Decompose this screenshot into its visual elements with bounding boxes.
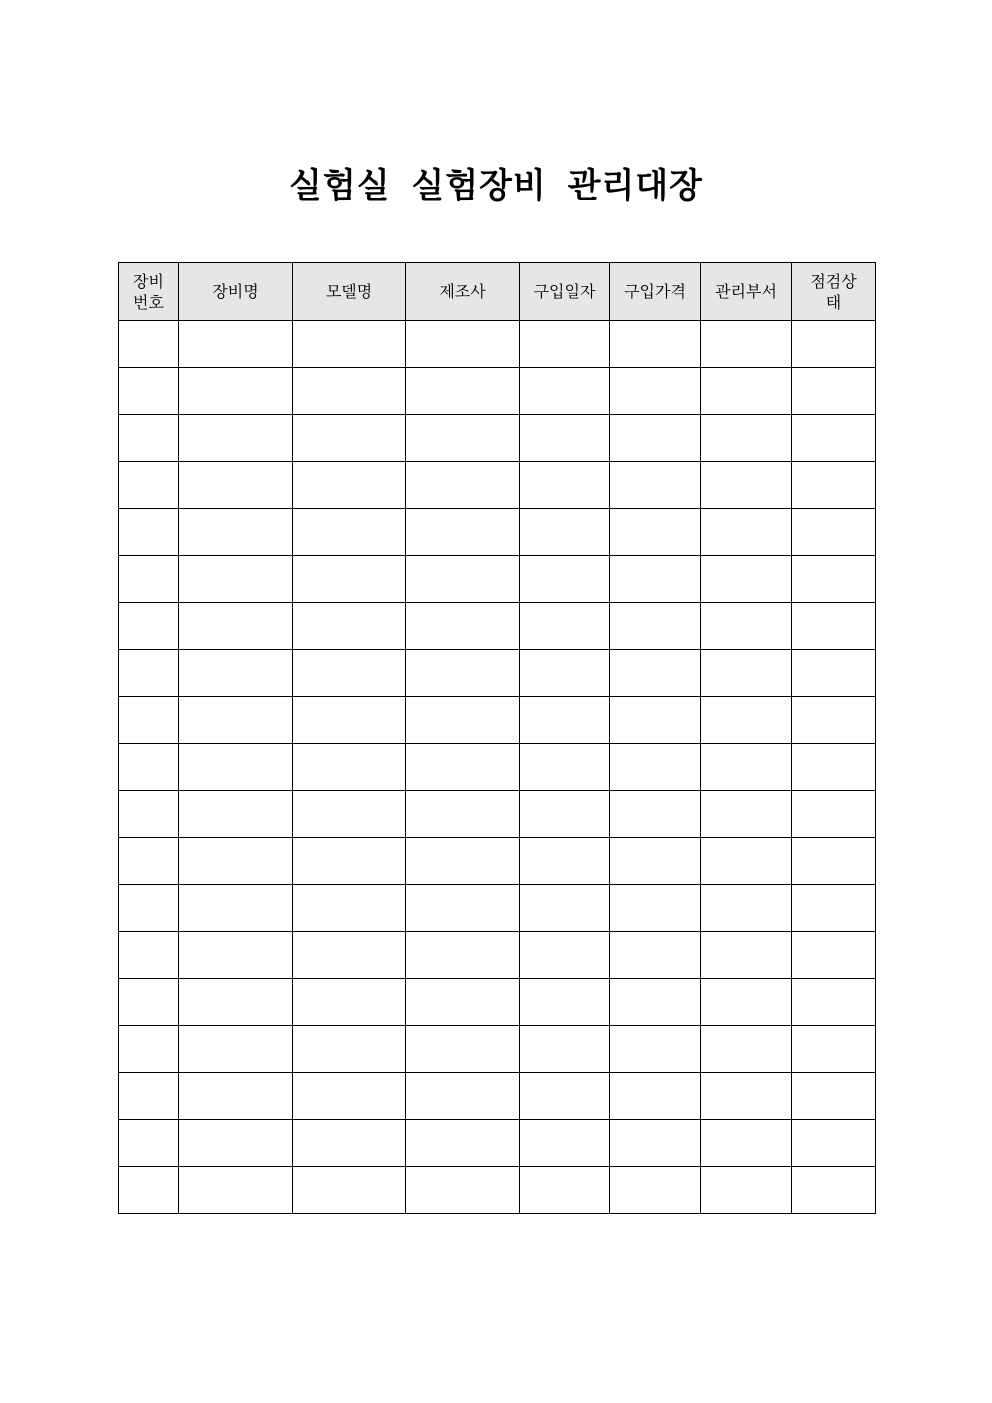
cell-model-name[interactable] (293, 979, 406, 1026)
cell-purchase-price[interactable] (610, 838, 701, 885)
cell-equipment-name[interactable] (179, 650, 293, 697)
cell-managing-department[interactable] (701, 697, 792, 744)
table-row (119, 603, 876, 650)
cell-equipment-number[interactable] (119, 462, 179, 509)
table-row (119, 1120, 876, 1167)
cell-model-name[interactable] (293, 744, 406, 791)
cell-manufacturer[interactable] (406, 415, 520, 462)
cell-manufacturer[interactable] (406, 791, 520, 838)
cell-purchase-price[interactable] (610, 415, 701, 462)
cell-purchase-date[interactable] (520, 979, 610, 1026)
table-row (119, 321, 876, 368)
cell-purchase-date[interactable] (520, 1120, 610, 1167)
cell-equipment-name[interactable] (179, 462, 293, 509)
cell-equipment-number[interactable] (119, 415, 179, 462)
cell-managing-department[interactable] (701, 979, 792, 1026)
cell-model-name[interactable] (293, 415, 406, 462)
table-row (119, 932, 876, 979)
table-row (119, 415, 876, 462)
cell-purchase-price[interactable] (610, 1073, 701, 1120)
cell-inspection-status[interactable] (792, 603, 876, 650)
cell-purchase-price[interactable] (610, 650, 701, 697)
table-row (119, 979, 876, 1026)
cell-inspection-status[interactable] (792, 650, 876, 697)
cell-purchase-date[interactable] (520, 1167, 610, 1214)
cell-model-name[interactable] (293, 697, 406, 744)
cell-managing-department[interactable] (701, 791, 792, 838)
cell-managing-department[interactable] (701, 1026, 792, 1073)
cell-inspection-status[interactable] (792, 885, 876, 932)
cell-managing-department[interactable] (701, 1073, 792, 1120)
cell-manufacturer[interactable] (406, 744, 520, 791)
cell-model-name[interactable] (293, 1073, 406, 1120)
cell-managing-department[interactable] (701, 838, 792, 885)
cell-manufacturer[interactable] (406, 1120, 520, 1167)
cell-equipment-number[interactable] (119, 321, 179, 368)
cell-model-name[interactable] (293, 462, 406, 509)
cell-equipment-name[interactable] (179, 1167, 293, 1214)
cell-purchase-date[interactable] (520, 838, 610, 885)
column-header-model-name: 모델명 (293, 263, 406, 321)
page-title: 실험실 실험장비 관리대장 (289, 166, 703, 206)
cell-manufacturer[interactable] (406, 1026, 520, 1073)
cell-equipment-name[interactable] (179, 791, 293, 838)
cell-inspection-status[interactable] (792, 979, 876, 1026)
cell-equipment-name[interactable] (179, 321, 293, 368)
column-header-purchase-date: 구입일자 (520, 263, 610, 321)
cell-model-name[interactable] (293, 1167, 406, 1214)
cell-manufacturer[interactable] (406, 1073, 520, 1120)
cell-purchase-price[interactable] (610, 509, 701, 556)
cell-purchase-date[interactable] (520, 509, 610, 556)
cell-equipment-name[interactable] (179, 509, 293, 556)
cell-purchase-date[interactable] (520, 321, 610, 368)
cell-managing-department[interactable] (701, 932, 792, 979)
cell-equipment-name[interactable] (179, 603, 293, 650)
column-header-equipment-name: 장비명 (179, 263, 293, 321)
table-row (119, 885, 876, 932)
cell-purchase-price[interactable] (610, 697, 701, 744)
cell-model-name[interactable] (293, 321, 406, 368)
table-row (119, 1026, 876, 1073)
cell-equipment-name[interactable] (179, 885, 293, 932)
cell-model-name[interactable] (293, 885, 406, 932)
cell-model-name[interactable] (293, 1120, 406, 1167)
cell-equipment-number[interactable] (119, 509, 179, 556)
cell-purchase-date[interactable] (520, 932, 610, 979)
cell-inspection-status[interactable] (792, 1120, 876, 1167)
cell-manufacturer[interactable] (406, 979, 520, 1026)
cell-manufacturer[interactable] (406, 650, 520, 697)
cell-managing-department[interactable] (701, 321, 792, 368)
cell-manufacturer[interactable] (406, 885, 520, 932)
cell-equipment-name[interactable] (179, 556, 293, 603)
cell-inspection-status[interactable] (792, 744, 876, 791)
cell-purchase-date[interactable] (520, 885, 610, 932)
cell-purchase-date[interactable] (520, 1073, 610, 1120)
cell-managing-department[interactable] (701, 556, 792, 603)
table-row (119, 697, 876, 744)
cell-manufacturer[interactable] (406, 932, 520, 979)
ledger-body (119, 321, 876, 1214)
table-row (119, 1167, 876, 1214)
cell-purchase-date[interactable] (520, 650, 610, 697)
cell-equipment-number[interactable] (119, 1167, 179, 1214)
column-header-manufacturer: 제조사 (406, 263, 520, 321)
cell-equipment-name[interactable] (179, 1073, 293, 1120)
cell-managing-department[interactable] (701, 603, 792, 650)
table-row (119, 1073, 876, 1120)
cell-managing-department[interactable] (701, 415, 792, 462)
cell-equipment-name[interactable] (179, 979, 293, 1026)
cell-purchase-price[interactable] (610, 556, 701, 603)
cell-managing-department[interactable] (701, 885, 792, 932)
table-row (119, 462, 876, 509)
cell-equipment-name[interactable] (179, 1026, 293, 1073)
cell-equipment-number[interactable] (119, 650, 179, 697)
cell-inspection-status[interactable] (792, 791, 876, 838)
cell-purchase-date[interactable] (520, 1026, 610, 1073)
cell-inspection-status[interactable] (792, 697, 876, 744)
cell-inspection-status[interactable] (792, 1026, 876, 1073)
cell-managing-department[interactable] (701, 1120, 792, 1167)
cell-purchase-price[interactable] (610, 462, 701, 509)
cell-equipment-number[interactable] (119, 1073, 179, 1120)
cell-model-name[interactable] (293, 1026, 406, 1073)
cell-purchase-price[interactable] (610, 321, 701, 368)
cell-inspection-status[interactable] (792, 838, 876, 885)
cell-managing-department[interactable] (701, 744, 792, 791)
cell-inspection-status[interactable] (792, 1167, 876, 1214)
cell-equipment-number[interactable] (119, 1120, 179, 1167)
cell-manufacturer[interactable] (406, 1167, 520, 1214)
cell-purchase-price[interactable] (610, 1026, 701, 1073)
cell-equipment-number[interactable] (119, 556, 179, 603)
cell-equipment-number[interactable] (119, 932, 179, 979)
cell-inspection-status[interactable] (792, 462, 876, 509)
table-row (119, 509, 876, 556)
cell-purchase-date[interactable] (520, 697, 610, 744)
cell-model-name[interactable] (293, 368, 406, 415)
cell-managing-department[interactable] (701, 1167, 792, 1214)
cell-equipment-name[interactable] (179, 697, 293, 744)
cell-purchase-date[interactable] (520, 415, 610, 462)
table-row (119, 368, 876, 415)
cell-equipment-name[interactable] (179, 932, 293, 979)
equipment-ledger-table (118, 262, 876, 1214)
cell-model-name[interactable] (293, 932, 406, 979)
cell-purchase-date[interactable] (520, 368, 610, 415)
cell-inspection-status[interactable] (792, 368, 876, 415)
cell-manufacturer[interactable] (406, 368, 520, 415)
cell-manufacturer[interactable] (406, 556, 520, 603)
table-row (119, 791, 876, 838)
cell-managing-department[interactable] (701, 509, 792, 556)
cell-purchase-price[interactable] (610, 979, 701, 1026)
column-header-equipment-number: 장비 번호 (119, 263, 179, 321)
cell-model-name[interactable] (293, 603, 406, 650)
cell-equipment-name[interactable] (179, 744, 293, 791)
column-header-managing-department: 관리부서 (701, 263, 792, 321)
cell-model-name[interactable] (293, 509, 406, 556)
cell-purchase-date[interactable] (520, 462, 610, 509)
cell-inspection-status[interactable] (792, 1073, 876, 1120)
table-row (119, 744, 876, 791)
cell-equipment-number[interactable] (119, 885, 179, 932)
cell-purchase-price[interactable] (610, 368, 701, 415)
cell-managing-department[interactable] (701, 462, 792, 509)
cell-inspection-status[interactable] (792, 415, 876, 462)
cell-model-name[interactable] (293, 838, 406, 885)
cell-manufacturer[interactable] (406, 838, 520, 885)
cell-equipment-name[interactable] (179, 1120, 293, 1167)
table-row (119, 650, 876, 697)
cell-purchase-date[interactable] (520, 556, 610, 603)
cell-equipment-number[interactable] (119, 603, 179, 650)
cell-equipment-number[interactable] (119, 1026, 179, 1073)
cell-purchase-price[interactable] (610, 603, 701, 650)
cell-equipment-name[interactable] (179, 838, 293, 885)
table-row (119, 556, 876, 603)
cell-purchase-price[interactable] (610, 744, 701, 791)
header-row (119, 263, 876, 321)
cell-manufacturer[interactable] (406, 603, 520, 650)
cell-purchase-price[interactable] (610, 791, 701, 838)
cell-purchase-date[interactable] (520, 603, 610, 650)
cell-inspection-status[interactable] (792, 509, 876, 556)
cell-manufacturer[interactable] (406, 321, 520, 368)
cell-purchase-price[interactable] (610, 932, 701, 979)
cell-model-name[interactable] (293, 791, 406, 838)
column-header-inspection-status: 점검상 태 (792, 263, 876, 321)
cell-purchase-price[interactable] (610, 1167, 701, 1214)
cell-inspection-status[interactable] (792, 321, 876, 368)
cell-purchase-price[interactable] (610, 885, 701, 932)
cell-equipment-number[interactable] (119, 697, 179, 744)
cell-model-name[interactable] (293, 650, 406, 697)
table-row (119, 838, 876, 885)
cell-model-name[interactable] (293, 556, 406, 603)
cell-equipment-number[interactable] (119, 368, 179, 415)
cell-equipment-number[interactable] (119, 979, 179, 1026)
cell-managing-department[interactable] (701, 368, 792, 415)
cell-manufacturer[interactable] (406, 509, 520, 556)
cell-equipment-name[interactable] (179, 415, 293, 462)
cell-equipment-number[interactable] (119, 838, 179, 885)
cell-purchase-date[interactable] (520, 744, 610, 791)
cell-inspection-status[interactable] (792, 556, 876, 603)
column-header-purchase-price: 구입가격 (610, 263, 701, 321)
cell-managing-department[interactable] (701, 650, 792, 697)
cell-purchase-price[interactable] (610, 1120, 701, 1167)
cell-equipment-number[interactable] (119, 744, 179, 791)
cell-purchase-date[interactable] (520, 791, 610, 838)
cell-manufacturer[interactable] (406, 462, 520, 509)
cell-equipment-name[interactable] (179, 368, 293, 415)
cell-inspection-status[interactable] (792, 932, 876, 979)
cell-manufacturer[interactable] (406, 697, 520, 744)
cell-equipment-number[interactable] (119, 791, 179, 838)
